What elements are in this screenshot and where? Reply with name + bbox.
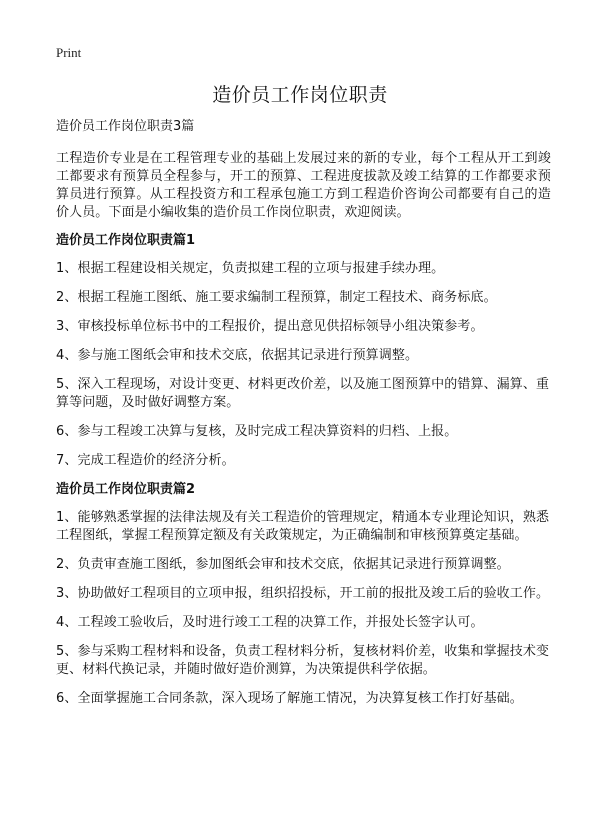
intro-paragraph: 工程造价专业是在工程管理专业的基础上发展过来的新的专业，每个工程从开工到竣工都要求有预算员全程参与，开工的预算、工程进度拔款及竣工结算的工作都要求预算员进行预算。从工程投资方和工程承包施工方到工程造价咨询公司都要有自己的造价人员。下面是小编收集的造价员工作岗位职责，欢迎阅读。	[56, 151, 551, 220]
document-subtitle: 造价员工作岗位职责3篇	[56, 119, 195, 134]
list-item: 3、审核投标单位标书中的工程报价，提出意见供招标领导小组决策参考。	[56, 319, 484, 334]
section-heading: 造价员工作岗位职责篇2	[56, 482, 196, 497]
list-item: 4、参与施工图纸会审和技术交底，依据其记录进行预算调整。	[56, 348, 419, 363]
list-item: 5、参与采购工程材料和设备，负责工程材料分析，复核材料价差，收集和掌握技术变更、材料代换记录，并随时做好造价测算，为决策提供科学依据。	[56, 644, 550, 677]
list-item: 1、能够熟悉掌握的法律法规及有关工程造价的管理规定，精通本专业理论知识，熟悉工程图纸，掌握工程预算定额及有关政策规定，为正确编制和审核预算奠定基础。	[56, 510, 550, 543]
list-item: 1、根据工程建设相关规定，负责拟建工程的立项与报建手续办理。	[56, 261, 445, 276]
section-2	[56, 481, 551, 708]
document-body	[56, 118, 551, 719]
print-link[interactable]: Print	[56, 45, 82, 60]
list-item: 7、完成工程造价的经济分析。	[56, 453, 235, 468]
list-item: 2、负责审查施工图纸，参加图纸会审和技术交底，依据其记录进行预算调整。	[56, 557, 510, 572]
section-1	[56, 232, 551, 470]
list-item: 4、工程竣工验收后，及时进行竣工工程的决算工作，并报处长签字认可。	[56, 615, 484, 630]
page-title: 造价员工作岗位职责	[212, 84, 388, 106]
list-item: 6、参与工程竣工决算与复核，及时完成工程决算资料的归档、上报。	[56, 424, 458, 439]
list-item: 5、深入工程现场，对设计变更、材料更改价差，以及施工图预算中的错算、漏算、重算等问题，及时做好调整方案。	[56, 377, 550, 410]
list-item: 2、根据工程施工图纸、施工要求编制工程预算，制定工程技术、商务标底。	[56, 290, 497, 305]
list-item: 6、全面掌握施工合同条款，深入现场了解施工情况，为决算复核工作打好基础。	[56, 691, 523, 706]
section-heading: 造价员工作岗位职责篇1	[56, 233, 196, 248]
list-item: 3、协助做好工程项目的立项申报，组织招投标，开工前的报批及竣工后的验收工作。	[56, 586, 550, 601]
